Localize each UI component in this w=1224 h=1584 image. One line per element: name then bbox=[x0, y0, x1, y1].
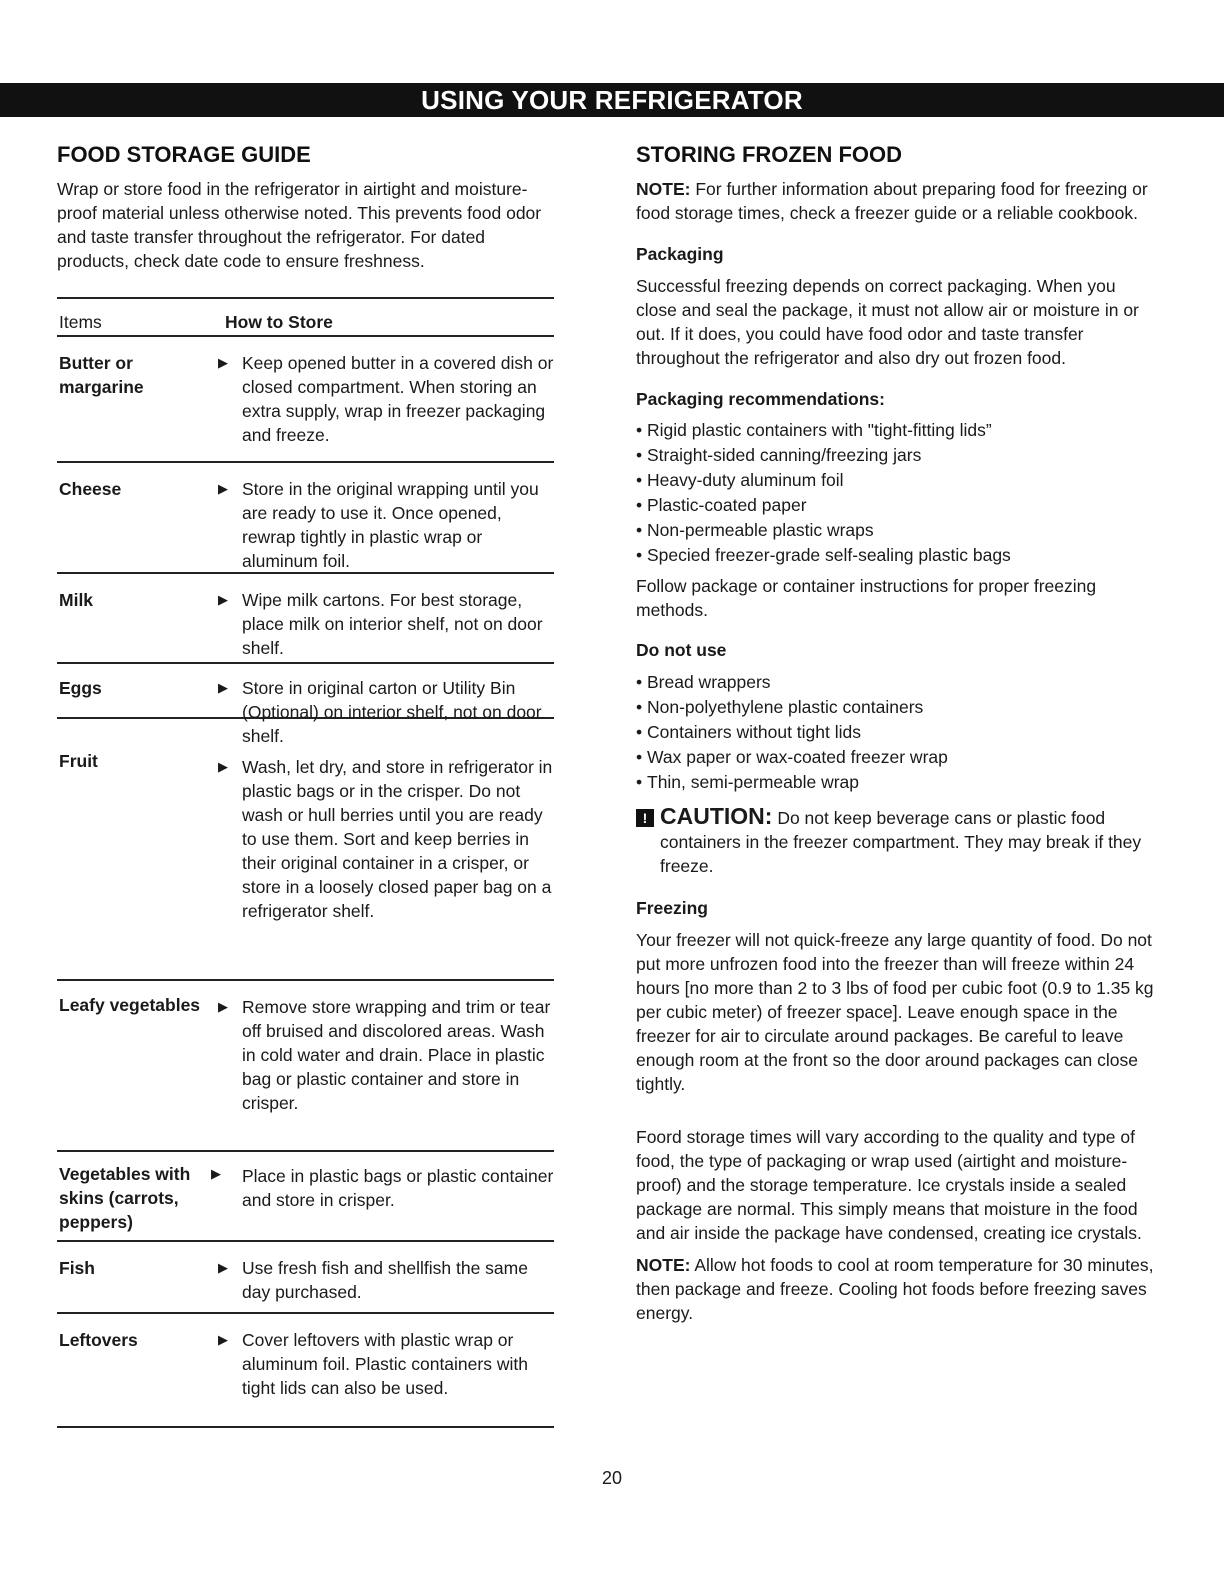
storing-frozen-food-section bbox=[636, 140, 1156, 1325]
section-title: STORING FROZEN FOOD bbox=[636, 142, 903, 167]
caution-label: CAUTION: bbox=[660, 803, 773, 829]
list-item: • Containers without tight lids bbox=[636, 720, 1156, 745]
table-row bbox=[57, 981, 554, 1152]
food-storage-guide-section bbox=[57, 140, 554, 1428]
play-arrow-icon: ▶ bbox=[218, 592, 228, 607]
table-row bbox=[57, 1314, 554, 1428]
list-item: • Non-permeable plastic wraps bbox=[636, 518, 1156, 543]
column-header-how: How to Store bbox=[225, 312, 333, 332]
play-arrow-icon: ▶ bbox=[218, 481, 228, 496]
row-how: Use fresh fish and shellfish the same day purchased. bbox=[242, 1258, 528, 1302]
list-item: • Plastic-coated paper bbox=[636, 493, 1156, 518]
storage-times-paragraph: Foord storage times will vary according to the quality and type of food, the type of packaging or wrap used (airtight and moisture-proof) and the storage temperature. Ice crystals inside a sealed package are normal. This simply means that moisture in the food and air inside the package have condensed, creating ice crystals. bbox=[636, 1127, 1142, 1243]
freezing-heading: Freezing bbox=[636, 898, 708, 918]
note-label: NOTE: bbox=[636, 179, 691, 199]
list-item: • Rigid plastic containers with "tight-fitting lids” bbox=[636, 418, 1156, 443]
note-paragraph bbox=[636, 177, 1156, 225]
caution-block bbox=[636, 804, 1156, 878]
row-how: Store in original carton or Utility Bin (Optional) on interior shelf, not on door shelf. bbox=[242, 678, 542, 746]
list-item: • Specied freezer-grade self-sealing plastic bags bbox=[636, 543, 1156, 568]
play-arrow-icon: ▶ bbox=[218, 680, 228, 695]
list-item: • Non-polyethylene plastic containers bbox=[636, 695, 1156, 720]
row-item: Fruit bbox=[59, 751, 98, 771]
list-item: • Straight-sided canning/freezing jars bbox=[636, 443, 1156, 468]
caution-text: Do not keep beverage cans or plastic food containers in the freezer compartment. They may break if they freeze. bbox=[660, 808, 1142, 876]
note-label: NOTE: bbox=[636, 1255, 691, 1275]
freezing-paragraph: Your freezer will not quick-freeze any large quantity of food. Do not put more unfrozen food into the freezer than will freeze within 24 hours [no more than 2 to 3 lbs of food per cubic foot (0.9 to 1.35 kg per cubic meter) of freezer space]. Leave enough space in the freezer for air to circulate around packages. Be careful to leave enough room at the front so the door around packages can close tightly. bbox=[636, 930, 1154, 1094]
caution-paragraph bbox=[660, 804, 1156, 878]
row-item: Vegetables with skins (carrots, peppers) bbox=[59, 1164, 191, 1232]
column-header-items: Items bbox=[59, 312, 102, 332]
play-arrow-icon: ▶ bbox=[218, 759, 228, 774]
page-number: 20 bbox=[601, 1468, 623, 1488]
row-how: Cover leftovers with plastic wrap or aluminum foil. Plastic containers with tight lids can also be used. bbox=[242, 1330, 528, 1398]
note-paragraph bbox=[636, 1253, 1156, 1325]
row-item: Leftovers bbox=[59, 1330, 138, 1350]
row-how: Wash, let dry, and store in refrigerator in plastic bags or in the crisper. Do not wash or hull berries until you are ready to use them. Sort and keep berries in their original container in a crisper, or store in a loosely closed paper bag on a refrigerator shelf. bbox=[242, 757, 553, 921]
note-text: For further information about preparing food for freezing or food storage times, check a freezer guide or a reliable cookbook. bbox=[636, 179, 1148, 223]
note-text: Allow hot foods to cool at room temperature for 30 minutes, then package and freeze. Cooling hot foods before freezing saves energy. bbox=[636, 1255, 1154, 1323]
list-item: • Bread wrappers bbox=[636, 670, 1156, 695]
table-row bbox=[57, 719, 554, 981]
row-item: Milk bbox=[59, 590, 94, 610]
table-row bbox=[57, 463, 554, 574]
table-row bbox=[57, 574, 554, 664]
row-how: Remove store wrapping and trim or tear off bruised and discolored areas. Wash in cold water and drain. Place in plastic bag or plastic container and store in crisper. bbox=[242, 997, 551, 1113]
table-row bbox=[57, 1242, 554, 1314]
table-row bbox=[57, 1152, 554, 1242]
table-header bbox=[57, 299, 554, 337]
play-arrow-icon: ▶ bbox=[218, 1332, 228, 1347]
follow-paragraph: Follow package or container instructions for proper freezing methods. bbox=[636, 576, 1097, 620]
packaging-heading: Packaging bbox=[636, 244, 724, 264]
donot-list bbox=[636, 670, 1156, 795]
row-how: Store in the original wrapping until you are ready to use it. Once opened, rewrap tightly in plastic wrap or aluminum foil. bbox=[242, 479, 539, 571]
row-item: Cheese bbox=[59, 479, 122, 499]
table-row bbox=[57, 337, 554, 463]
list-item: • Wax paper or wax-coated freezer wrap bbox=[636, 745, 1156, 770]
play-arrow-icon: ▶ bbox=[211, 1166, 221, 1181]
storage-table bbox=[57, 297, 554, 1428]
donot-heading: Do not use bbox=[636, 640, 727, 660]
page-banner: USING YOUR REFRIGERATOR bbox=[0, 83, 1224, 117]
recommendations-heading: Packaging recommendations: bbox=[636, 389, 885, 409]
row-item: Eggs bbox=[59, 678, 102, 698]
play-arrow-icon: ▶ bbox=[218, 355, 228, 370]
list-item: • Thin, semi-permeable wrap bbox=[636, 770, 1156, 795]
packaging-paragraph: Successful freezing depends on correct packaging. When you close and seal the package, it must not allow air or moisture in or out. If it does, you could have food odor and taste transfer throughout the refrigerator and also dry out frozen food. bbox=[636, 276, 1139, 368]
table-row bbox=[57, 664, 554, 746]
row-how: Wipe milk cartons. For best storage, place milk on interior shelf, not on door shelf. bbox=[242, 590, 543, 658]
row-item: Butter or margarine bbox=[59, 353, 144, 397]
list-item: • Heavy-duty aluminum foil bbox=[636, 468, 1156, 493]
row-how: Keep opened butter in a covered dish or closed compartment. When storing an extra supply, wrap in freezer packaging and freeze. bbox=[242, 353, 554, 445]
warning-icon: ! bbox=[636, 809, 654, 827]
section-title: FOOD STORAGE GUIDE bbox=[57, 142, 311, 167]
play-arrow-icon: ▶ bbox=[218, 999, 228, 1014]
play-arrow-icon: ▶ bbox=[218, 1260, 228, 1275]
intro-paragraph: Wrap or store food in the refrigerator in airtight and moisture-proof material unless otherwise noted. This prevents food odor and taste transfer throughout the refrigerator. For dated products, check date code to ensure freshness. bbox=[57, 179, 542, 271]
row-item: Leafy vegetables bbox=[59, 995, 201, 1015]
recommendations-list bbox=[636, 418, 1156, 568]
row-item: Fish bbox=[59, 1258, 95, 1278]
row-how: Place in plastic bags or plastic container and store in crisper. bbox=[242, 1166, 554, 1210]
